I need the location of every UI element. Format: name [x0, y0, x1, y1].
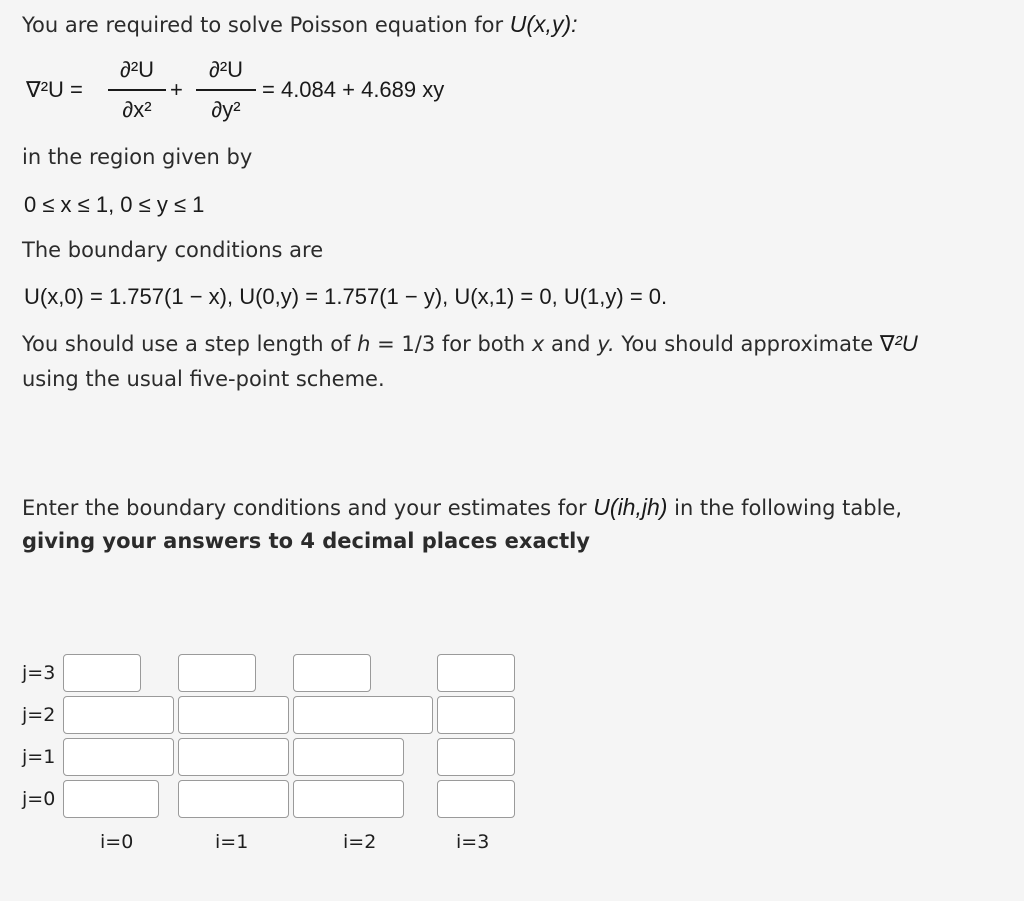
cell-i0-j3[interactable] — [63, 654, 141, 692]
equation-rhs: = 4.084 + 4.689 xy — [262, 77, 445, 102]
step-text-b: = 1/3 for both — [377, 332, 526, 356]
cell-i0-j0[interactable] — [63, 780, 159, 818]
row-label-j3: j=3 — [22, 662, 56, 684]
intro-function: U(x,y): — [509, 11, 578, 37]
cell-i2-j3[interactable] — [293, 654, 371, 692]
row-label-j0: j=0 — [22, 788, 56, 810]
intro-text: You are required to solve Poisson equation for — [22, 13, 504, 37]
cell-i0-j1[interactable] — [63, 738, 174, 776]
step-line-2: using the usual five-point scheme. — [22, 367, 385, 391]
intro-line — [22, 11, 578, 38]
cell-i2-j2[interactable] — [293, 696, 433, 734]
step-nabla: ∇²U — [879, 331, 918, 356]
fraction-1-numerator: ∂²U — [119, 57, 155, 82]
fraction-2-denominator: ∂y² — [211, 97, 241, 122]
instructions-line-1 — [22, 494, 902, 521]
step-line-1 — [22, 331, 918, 357]
cell-i1-j3[interactable] — [178, 654, 256, 692]
fraction-1-denominator: ∂x² — [122, 97, 152, 122]
cell-i0-j2[interactable] — [63, 696, 174, 734]
plus-sign: + — [170, 77, 183, 102]
step-text-c: You should approximate — [621, 332, 874, 356]
cell-i3-j0[interactable] — [437, 780, 515, 818]
region-definition: 0 ≤ x ≤ 1, 0 ≤ y ≤ 1 — [24, 192, 205, 217]
col-label-i1: i=1 — [215, 831, 249, 853]
fraction-1-bar — [108, 89, 166, 91]
instructions-text: Enter the boundary conditions and your estimates for — [22, 496, 587, 520]
step-x: x — [531, 332, 545, 356]
cell-i2-j0[interactable] — [293, 780, 404, 818]
cell-i3-j3[interactable] — [437, 654, 515, 692]
step-h: h — [357, 332, 371, 356]
instructions-suffix: in the following table, — [674, 496, 903, 520]
step-text-a: You should use a step length of — [22, 332, 351, 356]
region-label: in the region given by — [22, 145, 253, 169]
cell-i1-j1[interactable] — [178, 738, 289, 776]
instructions-line-2: giving your answers to 4 decimal places exactly — [22, 529, 590, 553]
boundary-label: The boundary conditions are — [22, 238, 324, 262]
step-and: and — [550, 332, 591, 356]
col-label-i3: i=3 — [456, 831, 490, 853]
row-label-j1: j=1 — [22, 746, 56, 768]
instructions-function: U(ih,jh) — [593, 494, 668, 520]
col-label-i0: i=0 — [100, 831, 134, 853]
fraction-2-numerator: ∂²U — [208, 57, 244, 82]
boundary-conditions: U(x,0) = 1.757(1 − x), U(0,y) = 1.757(1 − y), U(x,1) = 0, U(1,y) = 0. — [24, 284, 668, 309]
cell-i3-j1[interactable] — [437, 738, 515, 776]
fraction-2-bar — [196, 89, 256, 91]
cell-i1-j0[interactable] — [178, 780, 289, 818]
col-label-i2: i=2 — [343, 831, 377, 853]
cell-i1-j2[interactable] — [178, 696, 289, 734]
equation-lhs: ∇²U = — [26, 77, 83, 102]
step-y: y. — [597, 332, 615, 356]
row-label-j2: j=2 — [22, 704, 56, 726]
cell-i2-j1[interactable] — [293, 738, 404, 776]
cell-i3-j2[interactable] — [437, 696, 515, 734]
